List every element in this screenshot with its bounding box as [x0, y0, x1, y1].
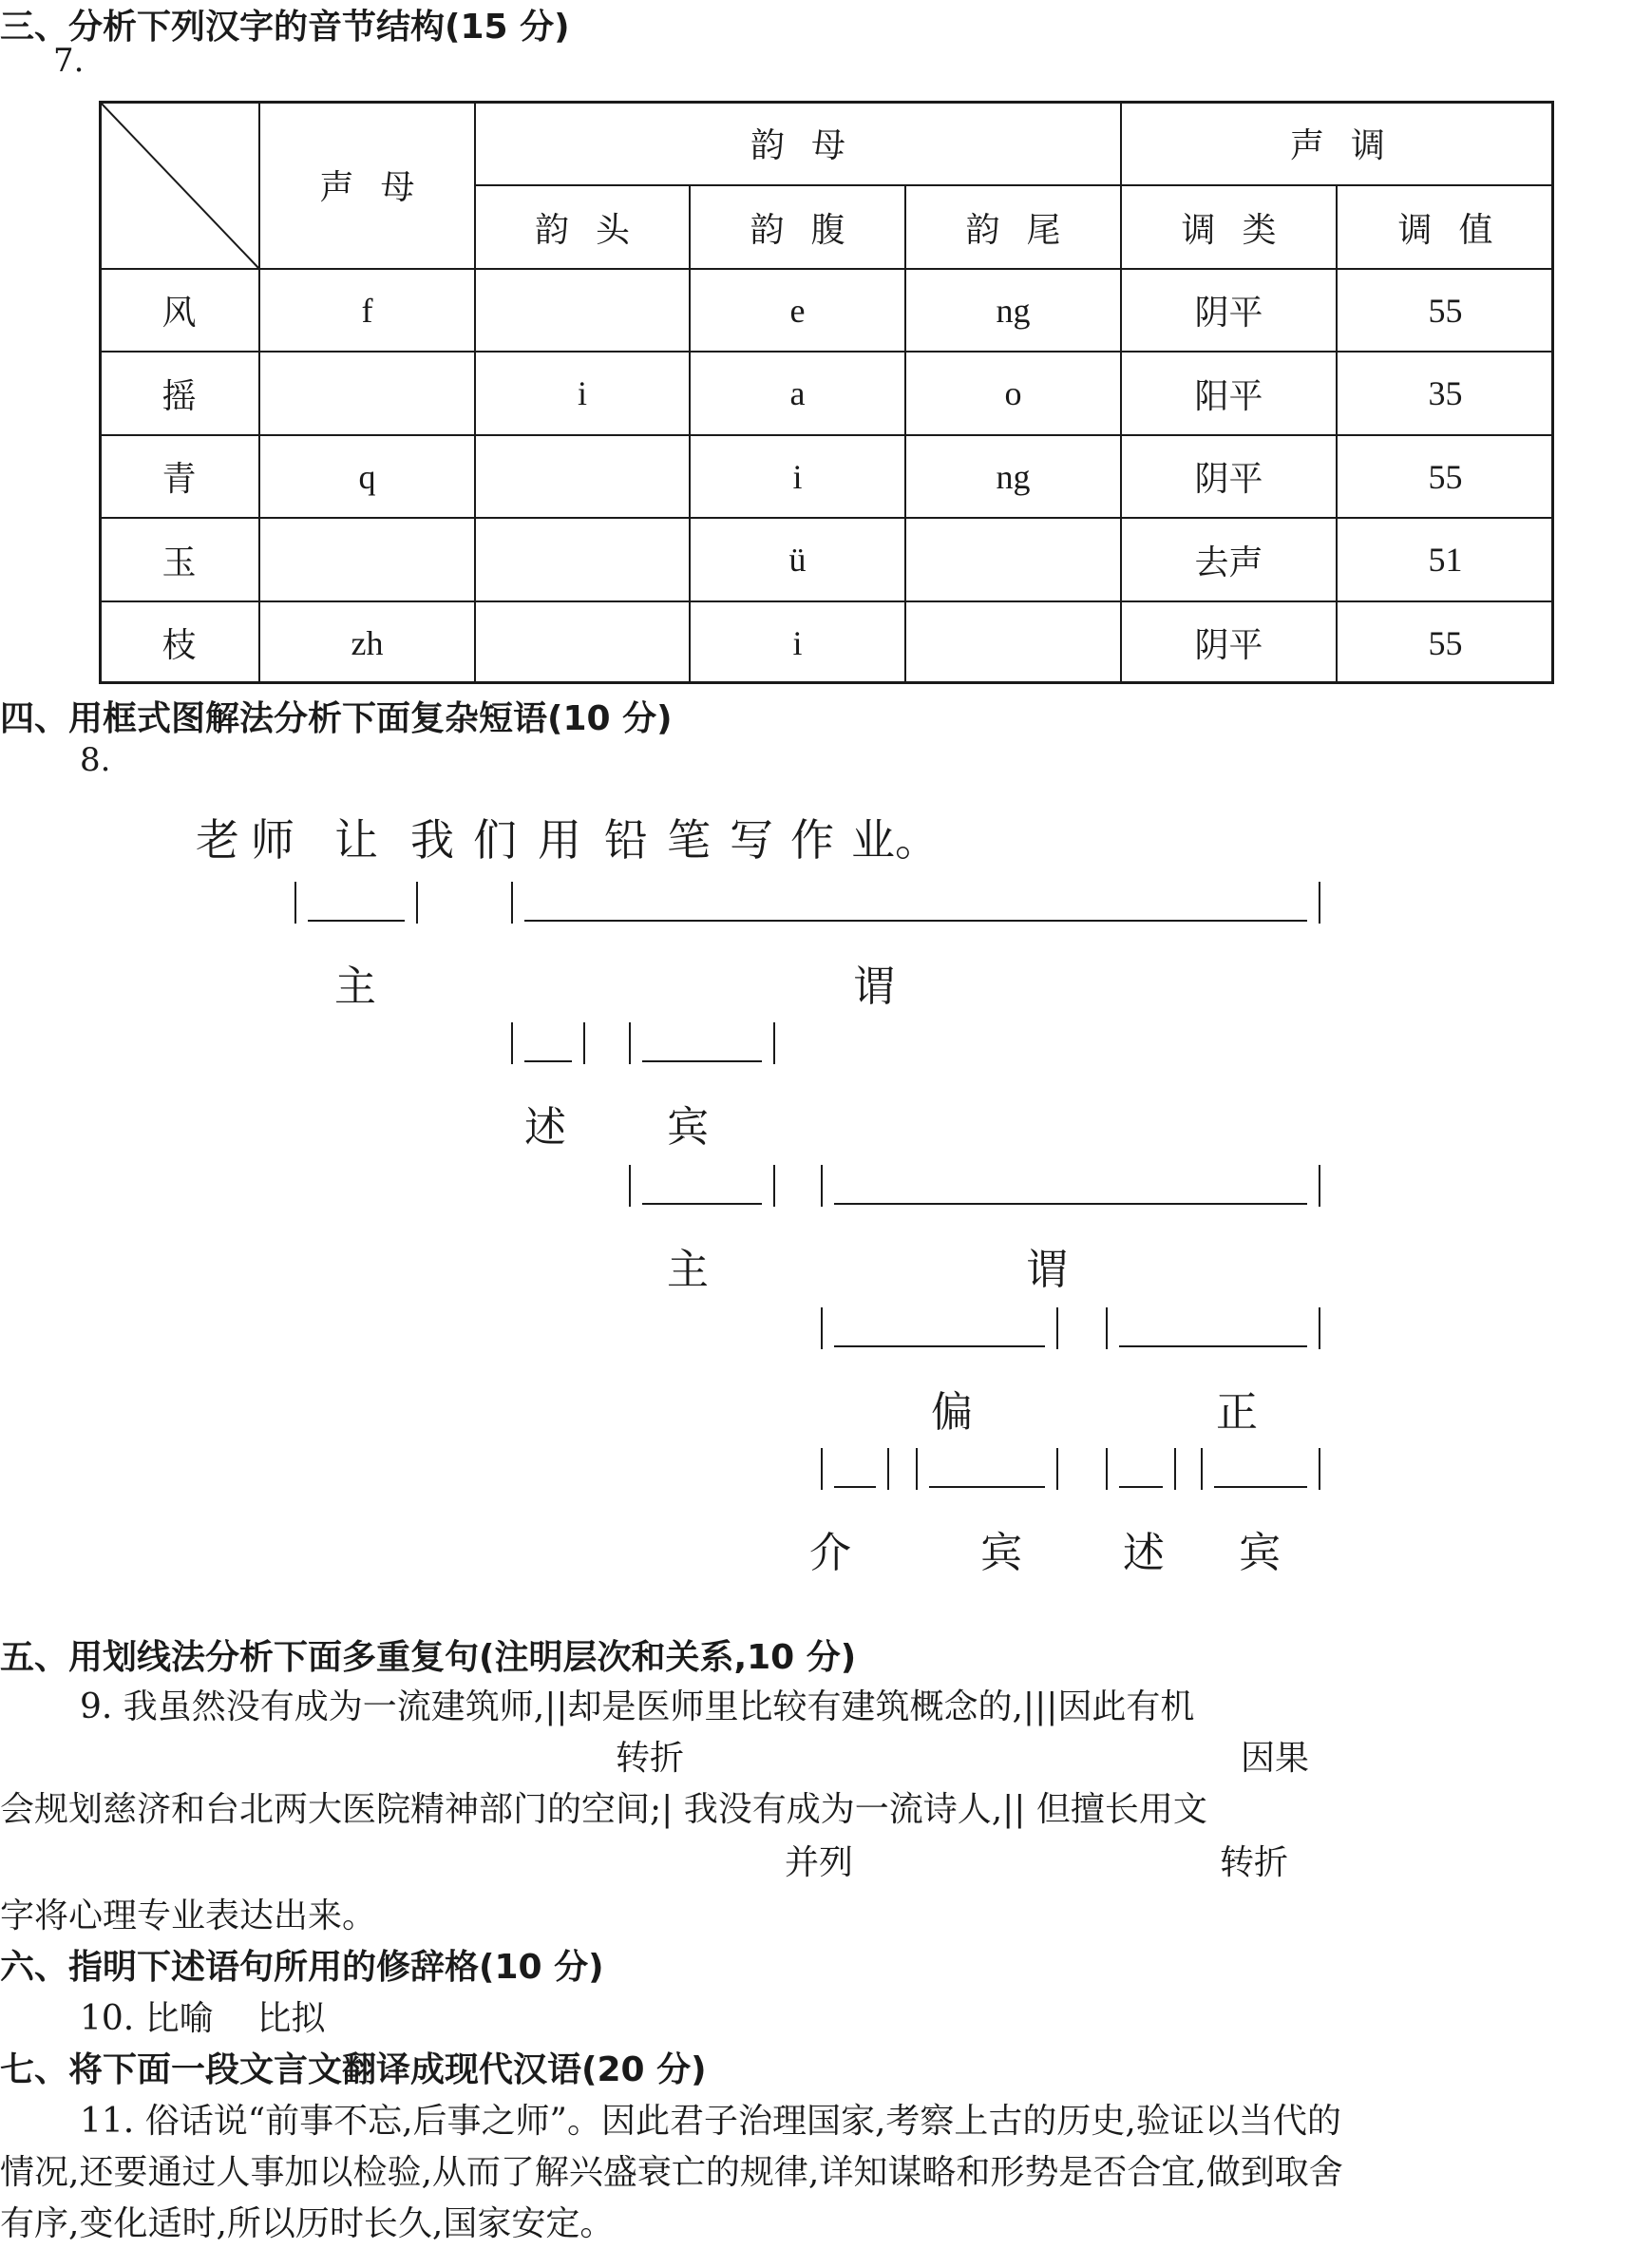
question-11-line-1: 11. 俗话说“前事不忘,后事之师”。因此君子治理国家,考察上古的历史,验证以当代的	[80, 2102, 1341, 2141]
table-cell-main: ü	[788, 541, 807, 579]
label-pivot-predicate: 谓	[1026, 1246, 1068, 1294]
table-cell-main: a	[789, 374, 806, 412]
bracket-predicate	[511, 882, 1320, 924]
table-cell-tone-type: 阴平	[1194, 460, 1263, 499]
sentence-char: 让	[334, 814, 378, 866]
bracket-prep-object	[916, 1448, 1058, 1490]
table-cell-medial	[475, 601, 690, 684]
header-tone: 声调	[1289, 126, 1412, 165]
label-object-2: 宾	[1239, 1529, 1281, 1577]
table-cell-medial	[475, 269, 690, 352]
syllable-structure-table	[99, 101, 1554, 684]
relation-label-turn-2: 转折	[1220, 1843, 1289, 1882]
table-cell-tone-value: 55	[1428, 291, 1463, 330]
table-cell-char: 摇	[161, 376, 197, 416]
table-cell-medial: i	[577, 374, 587, 412]
question-11-line-2: 情况,还要通过人事加以检验,从而了解兴盛衰亡的规律,详知谋略和形势是否合宜,做到取舍	[0, 2153, 1343, 2192]
bracket-verb-2	[1106, 1448, 1176, 1490]
bracket-pivot-subject	[629, 1165, 775, 1207]
table-cell-char: 玉	[161, 543, 197, 582]
header-medial: 韵头	[534, 210, 656, 250]
header-initial: 声母	[319, 168, 442, 207]
label-subject: 主	[334, 962, 376, 1011]
table-cell-initial: zh	[351, 623, 384, 662]
label-verb-2: 述	[1123, 1529, 1165, 1577]
question-9-line-1: 9. 我虽然没有成为一流建筑师,||却是医师里比较有建筑概念的,|||因此有机	[80, 1687, 1195, 1726]
sentence-char: 铅	[604, 814, 648, 866]
table-cell-char: 风	[161, 294, 197, 333]
bracket-object	[629, 1022, 775, 1064]
table-cell-tone-type: 阴平	[1194, 294, 1263, 333]
relation-label-turn-1: 转折	[616, 1739, 685, 1778]
table-cell-ending	[905, 518, 1121, 601]
sentence-char: 业。	[851, 814, 939, 866]
label-verb: 述	[524, 1103, 566, 1152]
bracket-pivot-predicate	[821, 1165, 1320, 1207]
section3-heading: 三、分析下列汉字的音节结构(15 分)	[0, 8, 570, 47]
question-9-line-3: 字将心理专业表达出来。	[0, 1896, 377, 1935]
table-cell-ending: ng	[996, 291, 1031, 330]
section5-heading: 五、用划线法分析下面多重复句(注明层次和关系,10 分)	[0, 1638, 857, 1677]
table-cell-char: 枝	[161, 626, 197, 665]
table-cell-main: i	[792, 623, 803, 662]
sentence-char: 们	[473, 814, 517, 866]
question-9-line-2: 会规划慈济和台北两大医院精神部门的空间;| 我没有成为一流诗人,|| 但擅长用文	[0, 1790, 1207, 1829]
sentence-char: 老	[196, 814, 239, 866]
table-cell-tone-value: 35	[1428, 374, 1463, 412]
table-cell-tone-value: 55	[1428, 623, 1463, 662]
bracket-object-2	[1201, 1448, 1320, 1490]
section4-heading: 四、用框式图解法分析下面复杂短语(10 分)	[0, 699, 673, 738]
relation-label-parallel: 并列	[785, 1843, 854, 1882]
table-cell-ending: o	[1004, 374, 1022, 412]
table-cell-medial	[475, 435, 690, 518]
table-cell-char: 青	[161, 460, 197, 499]
table-cell-initial: f	[361, 291, 373, 330]
bracket-modifier	[821, 1307, 1058, 1349]
header-main-vowel: 韵腹	[750, 210, 872, 250]
label-preposition: 介	[809, 1529, 851, 1577]
sentence-char: 我	[410, 814, 454, 866]
table-cell-ending: ng	[996, 457, 1031, 496]
table-cell-initial: q	[358, 457, 376, 496]
bracket-head	[1106, 1307, 1320, 1349]
header-tone-type: 调类	[1181, 210, 1303, 250]
label-predicate: 谓	[853, 962, 895, 1011]
sentence-char: 用	[538, 814, 581, 866]
bracket-subject	[294, 882, 418, 924]
table-cell-initial	[259, 518, 475, 601]
table-cell-main: i	[792, 457, 803, 496]
table-cell-tone-type: 阳平	[1194, 376, 1263, 416]
label-object: 宾	[667, 1103, 709, 1152]
label-prep-object: 宾	[980, 1529, 1022, 1577]
question-8-number: 8.	[80, 741, 111, 779]
sentence-char: 写	[730, 814, 773, 866]
table-cell-tone-type: 去声	[1194, 543, 1263, 582]
table-cell-tone-type: 阴平	[1194, 626, 1263, 665]
bracket-verb	[511, 1022, 585, 1064]
table-cell-initial	[259, 352, 475, 435]
question-10-answer: 10. 比喻 比拟	[80, 1999, 326, 2038]
header-ending: 韵尾	[965, 210, 1088, 250]
bracket-preposition	[821, 1448, 889, 1490]
section7-heading: 七、将下面一段文言文翻译成现代汉语(20 分)	[0, 2050, 707, 2089]
label-modifier: 偏	[931, 1388, 973, 1437]
table-cell-medial	[475, 518, 690, 601]
sentence-char: 作	[790, 814, 834, 866]
header-final: 韵母	[750, 126, 872, 165]
table-cell-tone-value: 55	[1428, 457, 1463, 496]
relation-label-cause: 因果	[1241, 1739, 1310, 1778]
label-pivot-subject: 主	[667, 1246, 709, 1294]
corner-diagonal	[99, 101, 259, 269]
label-head: 正	[1216, 1388, 1258, 1437]
table-cell-ending	[905, 601, 1121, 684]
section6-heading: 六、指明下述语句所用的修辞格(10 分)	[0, 1948, 604, 1987]
question-11-line-3: 有序,变化适时,所以历时长久,国家安定。	[0, 2204, 615, 2243]
table-cell-main: e	[789, 291, 806, 330]
sentence-char: 师	[251, 814, 294, 866]
table-cell-tone-value: 51	[1428, 541, 1463, 579]
question-7-number: 7.	[53, 42, 85, 80]
header-tone-value: 调值	[1397, 210, 1520, 250]
sentence-char: 笔	[667, 814, 711, 866]
